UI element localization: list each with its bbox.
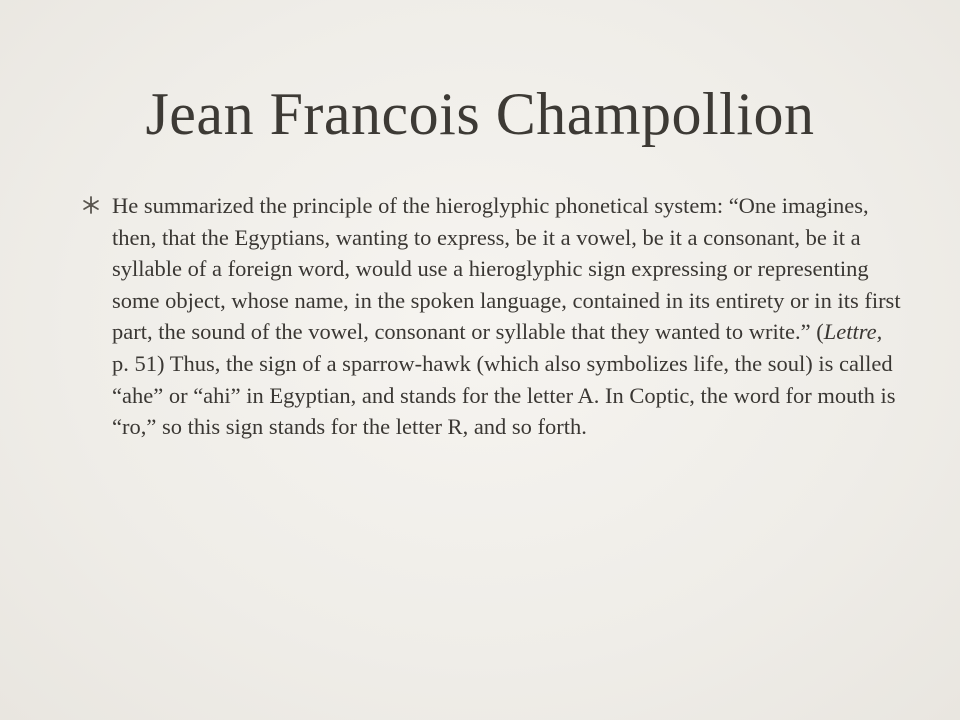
bullet-text-italic-title: Lettre, [823, 319, 883, 345]
slide-title: Jean Francois Champollion [145, 81, 815, 147]
bullet-item [80, 190, 910, 443]
asterisk-star-icon-svg [80, 194, 102, 216]
bullet-text-part-2: p. 51) Thus, the sign of a sparrow-hawk (which also symbolizes life, the soul) is called “ahe” or “ahi” in Egyptian, and stands for the letter A. In Coptic, the word for mouth is “ro,” so this sign stands for the letter R, and so forth. [112, 350, 896, 440]
bullet-list [80, 190, 910, 443]
bullet-text-part-1: He summarized the principle of the hieroglyphic phonetical system: “One imagines, then, that the Egyptians, wanting to express, be it a vowel, be it a consonant, be it a syllable of a foreign word, would use a hieroglyphic sign expressing or representing some object, whose name, in the spoken language, contained in its entirety or in its first part, the sound of the vowel, consonant or syllable that they wanted to write.” ( [112, 193, 901, 345]
asterisk-star-icon [80, 194, 102, 216]
bullet-text [112, 190, 902, 443]
